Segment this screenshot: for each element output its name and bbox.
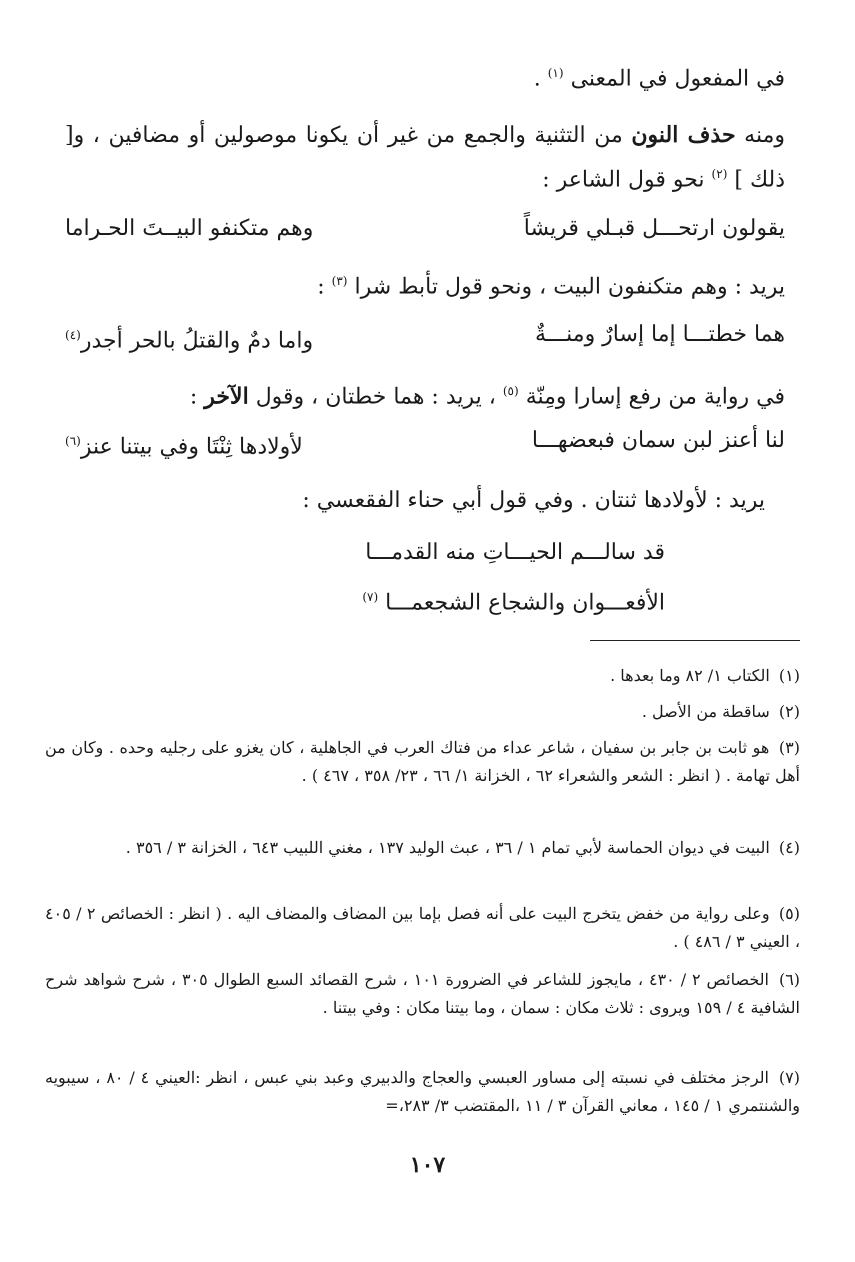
footnote-ref-2: (٢) <box>711 167 728 181</box>
page-number: ١٠٧ <box>409 1152 446 1178</box>
footnote-ref-4: (٤) <box>65 328 81 342</box>
verse-2-second-hemistich: واما دمٌ والقتلُ بالحر أجدر$^{(٤)}$ <box>65 328 314 354</box>
verse-3-first-hemistich: لنا أعنز لبن سمان فبعضهـــا <box>531 428 785 453</box>
footnote-ref-3: (٣) <box>331 274 348 288</box>
body-line-8: يريد : لأولادها ثنتان . وفي قول أبي حناء الفقعسي : <box>302 488 765 513</box>
verse-1 <box>65 212 785 246</box>
bold-term: حذف النون <box>631 122 736 148</box>
rajaz-line-2: الأفعـــوان والشجاع الشجعمـــا $^{(٧)}$ <box>362 590 665 616</box>
verse-3-second-hemistich: لأولادها ثِنْتَا وفي بيتنا عنز$^{(٦)}$ <box>65 434 303 460</box>
footnote-1: (١) الكتاب ١/ ٨٢ وما بعدها . <box>610 666 800 685</box>
verse-3 <box>65 424 785 458</box>
body-line-1: في المفعول في المعنى $^{(١)}$ . <box>533 66 785 92</box>
rajaz-line-1: قد سالـــم الحيـــاتِ منه القدمـــا <box>365 540 665 565</box>
verse-1-second-hemistich: وهم متكنفو البيــتَ الحـراما <box>65 216 314 241</box>
bold-term: الآخر <box>204 383 249 410</box>
body-line-6: في رواية من رفع إسارا ومِنّة $^{(٥)}$ ، يريد : هما خطتان ، وقول الآخر : <box>189 383 785 410</box>
footnote-6: (٦) الخصائص ٢ / ٤٣٠ ، مايجوز للشاعر في الضرورة ١٠١ ، شرح القصائد السبع الطوال ٣٠٥ ، شرح شواهد شرح الشافية ٤ / ١٥٩ ويروى : ثلاث مكان : سمان ، وما بيتنا مكان : وفي بيتنا . <box>45 970 801 1017</box>
body-paragraph-2: ومنه حذف النون من التثنية والجمع من غير أن يكونا موصولين أو مضافين ، و[ ذلك ] $^{(٢)}$ نحو قول الشاعر : <box>65 122 785 193</box>
footnote-5: (٥) وعلى رواية من خفض يتخرج البيت على أنه فصل بإما بين المضاف والمضاف اليه . ( انظر : الخصائص ٢ / ٤٠٥ ، العيني ٣ / ٤٨٦ ) . <box>45 904 801 951</box>
verse-2-first-hemistich: هما خطتـــا إما إسارٌ ومنـــةٌ <box>535 322 785 347</box>
footnote-ref-7: (٧) <box>362 590 379 604</box>
footnote-2: (٢) ساقطة من الأصل . <box>641 702 800 721</box>
footnote-ref-5: (٥) <box>502 384 519 398</box>
body-line-4: يريد : وهم متكنفون البيت ، ونحو قول تأبط شرا $^{(٣)}$ : <box>317 274 785 300</box>
footnote-ref-1: (١) <box>547 66 564 80</box>
footnote-divider <box>590 640 800 641</box>
footnote-3: (٣) هو ثابت بن جابر بن سفيان ، شاعر عداء من فتاك العرب في الجاهلية ، كان يغزو على رجليه وحده . وكان من أهل تهامة . ( انظر : الشعر والشعراء ٦٢ ، الخزانة ١/ ٦٦ ، ٢٣/ ٣٥٨ ، ٤٦٧ ) . <box>45 738 800 785</box>
footnote-7: (٧) الرجز مختلف في نسبته إلى مساور العبسي والعجاج والدبيري وعبد بني عبس ، انظر :العيني ٤ / ٨٠ ، سيبويه والشنتمري ١ / ١٤٥ ، معاني القرآن ٣ / ١١ ،المقتضب ٣/ ٢٨٣،= <box>45 1068 800 1115</box>
verse-2 <box>65 318 785 352</box>
footnote-4: (٤) البيت في ديوان الحماسة لأبي تمام ١ / ٣٦ ، عبث الوليد ١٣٧ ، مغني اللبيب ٦٤٣ ، الخزانة ٣ / ٣٥٦ . <box>125 838 800 857</box>
footnote-ref-6: (٦) <box>65 434 81 448</box>
verse-1-first-hemistich: يقولون ارتحـــل قبـلي قريشاً <box>523 216 785 241</box>
